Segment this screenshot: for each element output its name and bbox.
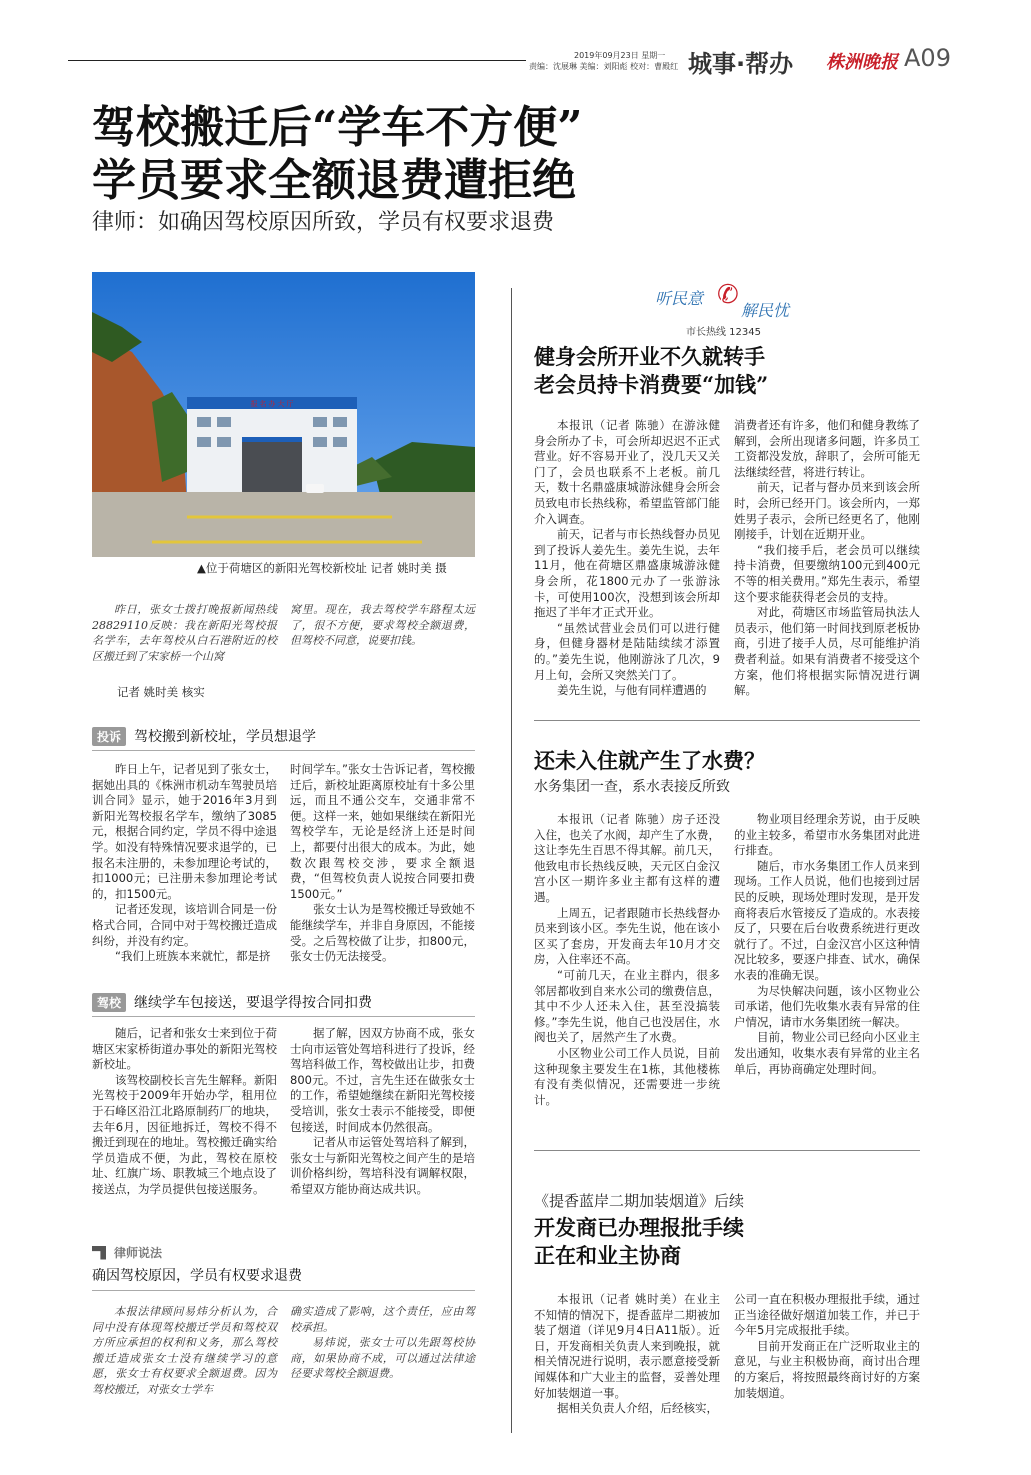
paragraph: 记者还发现，该培训合同是一份格式合同，合同中对于驾校搬迁造成纠纷，并没有约定。: [92, 902, 277, 948]
paragraph: 消费者还有许多，他们和健身教练了解到，会所出现诸多问题，许多员工工资都没发放，辞职了，会所可能无法继续经营，将进行转让。: [734, 418, 920, 479]
paragraph: 姜先生说，与他有同样遭遇的: [557, 683, 707, 698]
phone-icon: ✆: [717, 280, 739, 310]
section-1-rule: [92, 750, 475, 751]
lawyer-arrow-icon: [92, 1246, 106, 1260]
masthead-rule: [68, 60, 526, 61]
paragraph: 小区物业公司工作人员说，目前这种现象主要发生在1栋，其他楼栋有没有类似情况，还需要进一步统计。: [534, 1045, 720, 1107]
paragraph: “可前几天，在业主群内，很多邻居都收到自来水公司的缴费信息，其中不少人还未入住，甚至没搞装修。”李先生说，他自己也没居住，水阀也关了，居然产生了水费。: [534, 967, 720, 1045]
story-divider-1: [534, 720, 920, 721]
masthead-editors: 责编：沈展琳 美编：刘阳彪 校对：曹殿红: [529, 62, 679, 71]
paragraph: 前天，记者与督办员来到该会所时，会所已经开门。该会所内，一郑姓男子表示，会所已经更名了，他刚刚接手，计划在近期开业。: [734, 480, 920, 542]
paragraph: 据了解，因双方协商不成，张女士向市运管处驾培科进行了投诉，经驾培科做工作，驾校做出让步，扣费800元。不过，言先生还在做张女士的工作，希望她继续在新阳光驾校接受培训，张女士表示不能接受，即便包接送，时间成本仍然很高。: [290, 1026, 475, 1134]
paragraph: 本报讯（记者 姚时美）在业主不知情的情况下，提香蓝岸二期被加装了烟道（详见9月4日A11版）。近日，开发商相关负责人来到晚报，就相关情况进行说明，表示愿意接受新闻媒体和广大业主的监督，妥善处理好加装烟道一事。: [534, 1292, 720, 1400]
paragraph: 本报法律顾问易炜分析认为，合同中没有体现驾校搬迁学员和驾校双方所应承担的权利和义务，那么驾校搬迁造成张女士没有继续学习的意愿，张女士有权要求全额退费。因为驾校搬迁，对张女士学车: [92, 1305, 277, 1396]
logo-text-2: 解民忧: [741, 301, 790, 320]
story-2-col-1: [534, 812, 720, 1108]
paragraph: 据相关负责人介绍，后经核实，: [557, 1401, 718, 1416]
story-2-subtitle: 水务集团一查，系水表接反所致: [534, 779, 730, 795]
byline: 记者 姚时美 核实: [117, 685, 205, 699]
news-photo: [92, 272, 475, 557]
building-sign: 报 名 办 大 厅: [250, 401, 294, 408]
intro-col-2: [290, 602, 475, 649]
paragraph: 公司一直在积极办理报批手续，通过正当途径做好烟道加装工作，并已于今年5月完成报批手续。: [734, 1292, 920, 1338]
story-3-col-2: [734, 1292, 920, 1401]
headline-line-1: 驾校搬迁后“学车不方便”: [92, 102, 583, 153]
story-3-title-2: 正在和业主协商: [534, 1243, 681, 1268]
story-1-col-2: [734, 418, 920, 699]
column-divider: [511, 288, 512, 1433]
section-3-col-1: [92, 1304, 277, 1398]
paragraph: 物业项目经理余芳说，由于反映的业主较多，希望市水务集团对此进行排查。: [734, 812, 920, 858]
intro-paragraph-1: 昨日，张女士拨打晚报新闻热线28829110反映：我在新阳光驾校报名学车，去年驾校从白石港附近的校区搬迁到了宋家桥一个山窝: [92, 603, 277, 663]
story-1-title-2: 老会员持卡消费要“加钱”: [534, 372, 769, 397]
section-2-rule: [92, 1016, 475, 1017]
building-illustration: [92, 272, 475, 557]
logo-text-1: 听民意: [655, 289, 704, 308]
story-3-title-1: 开发商已办理报批手续: [534, 1215, 744, 1240]
headline-subtitle: 律师：如确因驾校原因所致，学员有权要求退费: [92, 210, 555, 235]
intro-paragraph-2: 窝里。现在，我去驾校学车路程太远了，很不方便，要求驾校全额退费，但驾校不同意，说要扣钱。: [290, 603, 475, 648]
paragraph: “虽然试营业会员们可以进行健身，但健身器材是陆陆续续才添置的。”姜先生说，他刚游泳了几次，9月上旬，会所又突然关门了。: [534, 620, 720, 682]
intro-col-1: [92, 602, 277, 664]
paper-logo: 株洲晚报: [826, 52, 898, 73]
section-2-col-2: [290, 1026, 475, 1198]
section-2-col-1: [92, 1026, 277, 1198]
headline-line-2: 学员要求全额退费遭拒绝: [92, 155, 576, 206]
story-1-title-1: 健身会所开业不久就转手: [534, 344, 765, 369]
paragraph: 为尽快解决问题，该小区物业公司承诺，他们先收集水表有异常的住户情况，请市水务集团统一解决。: [734, 983, 920, 1029]
paragraph: 该驾校副校长言先生解释。新阳光驾校于2009年开始办学，租用位于石峰区沿江北路原制药厂的地块，去年6月，因征地拆迁，驾校不得不搬迁到现在的地址。驾校搬迁确实给学员造成不便，为此，驾校在原校址、红旗广场、职教城三个地点设了接送点，为学员提供包接送服务。: [92, 1072, 277, 1196]
section-2-title: 继续学车包接送，要退学得按合同扣费: [134, 995, 373, 1011]
section-3-rule: [92, 1290, 475, 1291]
story-1-col-1: [534, 418, 720, 699]
paragraph: 本报讯（记者 陈驰）在游泳健身会所办了卡，可会所却迟迟不正式营业。好不容易开业了，没几天又关门了，会员也联系不上老板。前几天，数十名鼎盛康城游泳健身会所会员致电市长热线称，希望监管部门能介入调查。: [534, 418, 720, 526]
story-2-title: 还未入住就产生了水费？: [534, 748, 765, 773]
paragraph: 上周五，记者跟随市长热线督办员来到该小区。李先生说，他在该小区买了套房，开发商去年10月才交房，入住率还不高。: [534, 905, 720, 967]
hotline-number: 市长热线 12345: [686, 327, 761, 338]
section-3-col-2: [290, 1304, 475, 1382]
paragraph: 目前，物业公司已经向小区业主发出通知，收集水表有异常的业主名单后，再协商确定处理时间。: [734, 1030, 920, 1076]
section-1-col-1: [92, 762, 277, 965]
paragraph: 确实造成了影响，这个责任，应由驾校承担。: [290, 1305, 475, 1334]
paragraph: 对此，荷塘区市场监管局执法人员表示，他们第一时间找到原老板协商，引进了接手人员，尽可能维护消费者利益。如果有消费者不接受这个方案，他们将根据实际情况进行调解。: [734, 605, 920, 698]
story-3-kicker: 《提香蓝岸二期加装烟道》后续: [534, 1192, 745, 1210]
masthead-date: 2019年09月23日 星期一: [574, 51, 666, 60]
paragraph: 时间学车。”张女士告诉记者，驾校搬迁后，新校址距离原校址有十多公里远，而且不通公交车，交通非常不便。这样一来，她如果继续在新阳光驾校学车，无论是经济上还是时间上，都要付出很大的成本。为此，她数次跟驾校交涉，要求全额退费，“但驾校负责人说按合同要扣费1500元。”: [290, 762, 475, 901]
section-3-title: 确因驾校原因，学员有权要求退费: [92, 1268, 302, 1284]
section-1-col-2: [290, 762, 475, 965]
story-2-col-2: [734, 812, 920, 1077]
paragraph: “我们上班族本来就忙，都是挤: [115, 949, 271, 964]
section-2-badge: 驾校: [92, 993, 126, 1012]
paragraph: 记者从市运管处驾培科了解到，张女士与新阳光驾校之间产生的是培训价格纠纷，驾培科没有调解权限，希望双方能协商达成共识。: [290, 1135, 475, 1196]
paragraph: “我们接手后，老会员可以继续持卡消费，但要缴纳100元到400元不等的相关费用。”郑先生表示，希望这个要求能获得老会员的支持。: [734, 542, 920, 604]
photo-caption: ▲位于荷塘区的新阳光驾校新校址 记者 姚时美 摄: [197, 561, 447, 575]
story-divider-2: [534, 1150, 920, 1151]
paragraph: 目前开发商正在广泛听取业主的意见，与业主积极协商，商讨出合理的方案后，将按照最终商讨好的方案加装烟道。: [734, 1338, 920, 1400]
section-2-heading: [92, 992, 475, 1012]
paragraph: 张女士认为是驾校搬迁导致她不能继续学车，并非自身原因，不能接受。之后驾校做了让步，扣800元，张女士仍无法接受。: [290, 902, 475, 964]
section-1-title: 驾校搬到新校址，学员想退学: [134, 729, 317, 745]
section-3-heading: [92, 1244, 475, 1285]
paragraph: 本报讯（记者 陈驰）房子还没入住，也关了水阀，却产生了水费，这让李先生百思不得其解。前几天，他致电市长热线反映，天元区白金汉宫小区一期许多业主都有这样的遭遇。: [534, 812, 720, 904]
paragraph: 前天，记者与市长热线督办员见到了投诉人姜先生。姜先生说，去年11月，他在荷塘区鼎盛康城游泳健身会所，花1800元办了一张游泳卡，可使用100次，没想到该会所却拖迟了半年才正式开业。: [534, 527, 720, 620]
page-number: A09: [904, 44, 951, 72]
section-3-badge: 律师说法: [114, 1246, 163, 1260]
section-title: 城事·帮办: [688, 50, 794, 78]
section-1-badge: 投诉: [92, 727, 126, 746]
paragraph: 随后，市水务集团工作人员来到现场。工作人员说，他们也接到过居民的反映，现场处理时发现，是开发商将表后水管接反了造成的。水表接反了，只要在后台收费系统进行更改就行了。不过，白金汉宫小区这种情况比较多，要逐户排查、试水，确保水表的准确无误。: [734, 858, 920, 982]
section-1-heading: [92, 726, 475, 746]
paragraph: 易炜说，张女士可以先跟驾校协商，如果协商不成，可以通过法律途径要求驾校全额退费。: [290, 1336, 475, 1381]
paragraph: 昨日上午，记者见到了张女士，据她出具的《株洲市机动车驾驶员培训合同》显示，她于2016年3月到新阳光驾校报名学车，缴纳了3085元，根据合同约定，学员不得中途退学。如没有特殊情况要求退学的，已报名未注册的，未参加理论考试的，扣1000元；已注册未参加理论考试的，扣1500元。: [92, 762, 277, 901]
paragraph: 随后，记者和张女士来到位于荷塘区宋家桥街道办事处的新阳光驾校新校址。: [92, 1026, 277, 1072]
story-3-col-1: [534, 1292, 720, 1417]
